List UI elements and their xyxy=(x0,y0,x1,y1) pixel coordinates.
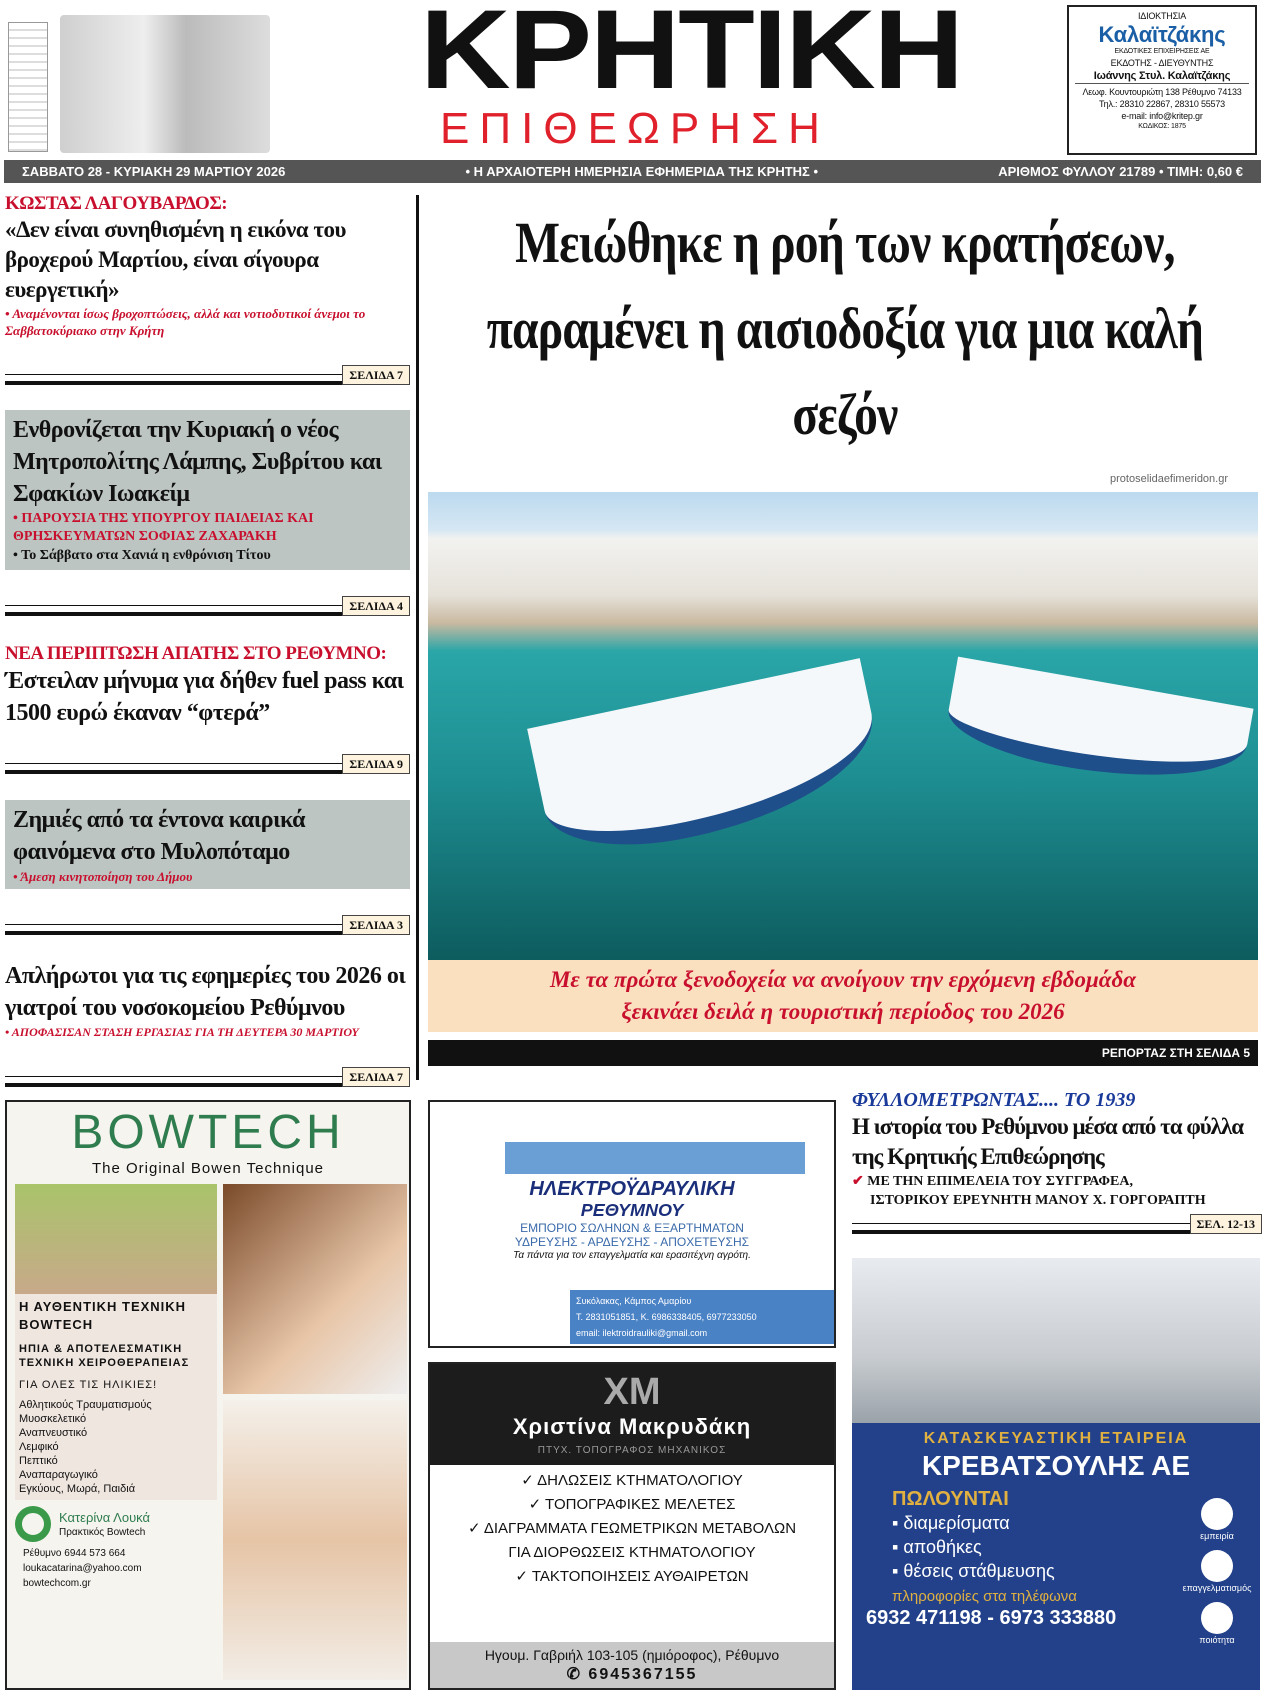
building-render xyxy=(852,1258,1260,1423)
motto: • Η ΑΡΧΑΙΟΤΕΡΗ ΗΜΕΡΗΣΙΑ ΕΦΗΜΕΡΙΔΑ ΤΗΣ ΚΡΗΤΗΣ • xyxy=(465,164,819,179)
story-title: Απλήρωτοι για τις εφημερίες του 2026 οι γιατροί του νοσοκομείου Ρεθύμνου xyxy=(5,963,406,1022)
separator xyxy=(5,365,410,385)
plumbing-line: ΕΜΠΟΡΙΟ ΣΩΛΗΝΩΝ & ΕΞΑΡΤΗΜΑΤΩΝ xyxy=(520,1221,744,1235)
story-sub: • ΑΠΟΦΑΣΙΣΑΝ ΣΤΑΣΗ ΕΡΓΑΣΙΑΣ ΓΙΑ ΤΗ ΔΕΥΤΕΡΑ 30 ΜΑΡΤΙΟΥ xyxy=(5,1025,359,1040)
separator xyxy=(852,1214,1262,1234)
award-icon xyxy=(1201,1498,1233,1530)
story-fraud[interactable] xyxy=(5,642,410,729)
story-kicker: ΦΥΛΛΟΜΕΤΡΩΝΤΑΣ.... ΤΟ 1939 xyxy=(852,1089,1136,1111)
list-item: αποθήκες xyxy=(903,1537,982,1557)
owner-box xyxy=(1067,5,1257,155)
caption-line: ξεκινάει δειλά η τουριστική περίοδος του 2026 xyxy=(621,999,1065,1024)
plumbing-slogan: Τα πάντα για τον επαγγελματία και ερασιτέχνη αγρότη. xyxy=(513,1250,751,1261)
plumbing-line: ΥΔΡΕΥΣΗΣ - ΑΡΔΕΥΣΗΣ - ΑΠΟΧΕΤΕΥΣΗΣ xyxy=(514,1235,750,1249)
contact-web: bowtechcom.gr xyxy=(23,1578,91,1589)
contact-email: loukacatarina@yahoo.com xyxy=(23,1563,142,1574)
story-title: Ζημιές από τα έντονα καιρικά φαινόμενα στο Μυλοπόταμο xyxy=(13,806,305,865)
badge-label: εμπειρία xyxy=(1200,1531,1234,1541)
story-sub: ΜΕ ΤΗΝ ΕΠΙΜΕΛΕΙΑ ΤΟΥ ΣΥΓΓΡΑΦΕΑ, xyxy=(867,1174,1133,1189)
surveyor-role: ΠΤΥΧ. ΤΟΠΟΓΡΑΦΟΣ ΜΗΧΑΝΙΚΟΣ xyxy=(537,1445,727,1456)
issue-date: ΣΑΒΒΑΤΟ 28 - ΚΥΡΙΑΚΗ 29 ΜΑΡΤΙΟΥ 2026 xyxy=(22,164,286,179)
boat-left xyxy=(527,658,889,866)
list-item: διαμερίσματα xyxy=(903,1513,1010,1533)
story-doctors[interactable] xyxy=(5,960,410,1041)
bowtech-tagline: The Original Bowen Technique xyxy=(91,1160,325,1177)
owner-address: Λεωφ. Κουντουριώτη 138 Ρέθυμνο 74133 xyxy=(1082,87,1242,97)
plumbing-email: email: ilektroidrauliki@gmail.com xyxy=(576,1328,708,1338)
history-column xyxy=(852,1088,1262,1234)
report-page-ref: ΡΕΠΟΡΤΑΖ ΣΤΗ ΣΕΛΙΔΑ 5 xyxy=(428,1040,1258,1066)
bowtech-swirl-icon xyxy=(15,1506,51,1542)
photo-caption xyxy=(428,960,1258,1032)
left-column xyxy=(5,192,410,1087)
masthead-subtitle: ΕΠΙΘΕΩΡΗΣΗ xyxy=(440,104,830,153)
date-bar xyxy=(4,160,1261,183)
list-item: ΓΙΑ ΔΙΟΡΘΩΣΕΙΣ ΚΤΗΜΑΤΟΛΟΓΙΟΥ xyxy=(508,1544,756,1561)
story-sub: ΙΣΤΟΡΙΚΟΥ ΕΡΕΥΝΗΤΗ ΜΑΝΟΥ Χ. ΓΟΡΓΟΡΑΠΤΗ xyxy=(870,1193,1206,1208)
pipe-graphic xyxy=(505,1142,805,1174)
list-item: Αθλητικούς Τραυματισμούς xyxy=(19,1399,152,1411)
page-ref: ΣΕΛΙΔΑ 7 xyxy=(342,365,410,385)
story-history[interactable] xyxy=(852,1088,1262,1210)
company-name: ΚΡΕΒΑΤΣΟΥΛΗΣ ΑΕ xyxy=(921,1450,1191,1481)
story-title: Έστειλαν μήνυμα για δήθεν fuel pass και 1500 ευρώ έκαναν “φτερά” xyxy=(5,667,404,726)
owner-brand-sub: ΕΚΔΟΤΙΚΕΣ ΕΠΙΧΕΙΡΗΣΕΙΣ ΑΕ xyxy=(1114,48,1210,55)
story-title: Η ιστορία του Ρεθύμνου μέσα από τα φύλλα της Κρητικής Επιθεώρησης xyxy=(852,1114,1244,1169)
owner-email: e-mail: info@kritep.gr xyxy=(1121,111,1203,121)
plumbing-address: Συκόλακας, Κάμπος Αμαρίου xyxy=(576,1296,692,1306)
story-title: «Δεν είναι συνηθισμένη η εικόνα του βροχερού Μαρτίου, είναι σίγουρα ευεργετική» xyxy=(5,217,346,302)
story-sub: • ΠΑΡΟΥΣΙΑ ΤΗΣ ΥΠΟΥΡΓΟΥ ΠΑΙΔΕΙΑΣ ΚΑΙ ΘΡΗΣΚΕΥΜΑΤΩΝ ΣΟΦΙΑΣ ΖΑΧΑΡΑΚΗ xyxy=(13,511,314,545)
surveyor-phone: ✆ 6945367155 xyxy=(566,1666,698,1683)
watermark: protoselidaefimeridon.gr xyxy=(1110,473,1229,485)
separator xyxy=(5,596,410,616)
story-title: Ενθρονίζεται την Κυριακή ο νέος Μητροπολίτης Λάμπης, Συβρίτου και Σφακίων Ιωακείμ xyxy=(13,417,382,508)
page-ref: ΣΕΛΙΔΑ 9 xyxy=(342,754,410,774)
company-label: ΚΑΤΑΣΚΕΥΑΣΤΙΚΗ ΕΤΑΙΡΕΙΑ xyxy=(923,1430,1189,1447)
company-phones: 6932 471198 - 6973 333880 xyxy=(866,1607,1117,1629)
contact-phone: Ρέθυμνο 6944 573 664 xyxy=(23,1548,126,1559)
main-photo xyxy=(428,492,1258,960)
badge-label: επαγγελματισμός xyxy=(1182,1583,1252,1593)
owner-role: ΕΚΔΟΤΗΣ - ΔΙΕΥΘΥΝΤΗΣ xyxy=(1110,58,1214,68)
surveyor-address: Ηγουμ. Γαβριήλ 103-105 (ημιόροφος), Ρέθυμνο xyxy=(484,1647,780,1663)
page-ref: ΣΕΛΙΔΑ 7 xyxy=(342,1067,410,1087)
surveyor-name: Χριστίνα Μακρυδάκη xyxy=(512,1414,752,1439)
practitioner-name: Κατερίνα Λουκά xyxy=(59,1509,151,1525)
story-sub: • Άμεση κινητοποίηση του Δήμου xyxy=(13,868,193,884)
ad-construction[interactable]: ΚΑΤΑΣΚΕΥΑΣΤΙΚΗ ΕΤΑΙΡΕΙΑ ΚΡΕΒΑΤΣΟΥΛΗΣ ΑΕ ΠΩΛΟΥΝΤΑΙ ▪ διαμερίσματα ▪ αποθήκες ▪ θέσεις στάθμευσης πληροφορίες στα τηλέφωνα 6932 471198 - 6973 333880 εμπειρία επαγγελματισμός ποιότητα xyxy=(852,1258,1260,1690)
list-item: θέσεις στάθμευσης xyxy=(903,1561,1055,1581)
list-item: Πεπτικό xyxy=(19,1455,58,1467)
photo-legs xyxy=(223,1400,407,1680)
separator xyxy=(5,1067,410,1087)
for-sale-label: ΠΩΛΟΥΝΤΑΙ xyxy=(892,1488,1009,1510)
check-icon: ✔ xyxy=(852,1174,864,1189)
plumbing-phone: Τ. 2831051851, Κ. 6986338405, 6977233050 xyxy=(576,1312,757,1322)
photo-head xyxy=(15,1184,217,1294)
ad-bowtech[interactable] xyxy=(5,1100,411,1690)
list-item: Αναπνευστικό xyxy=(19,1427,88,1439)
story-metropolitan[interactable] xyxy=(5,410,410,570)
bowtech-list xyxy=(19,1398,213,1496)
column-divider xyxy=(416,195,419,1080)
masthead-title: ΚΡΗΤΙΚΗ xyxy=(420,0,962,112)
bowtech-logo: BOWTECH xyxy=(71,1106,345,1159)
photo-massage xyxy=(223,1184,407,1394)
info-label: πληροφορίες στα τηλέφωνα xyxy=(892,1588,1077,1605)
list-item: Λεμφικό xyxy=(19,1441,59,1453)
owner-label: ΙΔΙΟΚΤΗΣΙΑ xyxy=(1137,11,1187,21)
page-ref: ΣΕΛΙΔΑ 4 xyxy=(342,596,410,616)
list-item: Αναπαραγωγικό xyxy=(19,1469,98,1481)
owner-code: ΚΩΔΙΚΟΣ: 1875 xyxy=(1138,123,1186,130)
story-kicker: ΚΩΣΤΑΣ ΛΑΓΟΥΒΑΡΔΟΣ: xyxy=(5,193,228,214)
plumbing-title2: ΡΕΘΥΜΝΟΥ xyxy=(580,1200,684,1220)
boat-right xyxy=(942,657,1253,798)
ad-plumbing[interactable] xyxy=(428,1100,836,1348)
bowtech-subheading: ΗΠΙΑ & ΑΠΟΤΕΛΕΣΜΑΤΙΚΗ ΤΕΧΝΙΚΗ ΧΕΙΡΟΘΕΡΑΠΕΙΑΣ xyxy=(19,1343,190,1369)
elta-logos xyxy=(8,22,48,152)
page-ref: ΣΕΛΙΔΑ 3 xyxy=(342,915,410,935)
page-ref: ΣΕΛ. 12-13 xyxy=(1190,1214,1262,1234)
handshake-icon xyxy=(1201,1550,1233,1582)
building-icon xyxy=(1201,1602,1233,1634)
separator xyxy=(5,754,410,774)
list-item: ✓ ΔΙΑΓΡΑΜΜΑΤΑ ΓΕΩΜΕΤΡΙΚΩΝ ΜΕΤΑΒΟΛΩΝ xyxy=(467,1520,797,1537)
plumbing-title: ΗΛΕΚΤΡΟΫΔΡΑΥΛΙΚΗ xyxy=(529,1178,735,1200)
ad-surveyor[interactable] xyxy=(428,1362,836,1690)
surveyor-logo: ΧΜ xyxy=(603,1371,661,1413)
story-weather-damage[interactable] xyxy=(5,800,410,889)
separator xyxy=(5,915,410,935)
list-item: ✓ ΔΗΛΩΣΕΙΣ ΚΤΗΜΑΤΟΛΟΓΙΟΥ xyxy=(521,1472,743,1489)
caption-line: Με τα πρώτα ξενοδοχεία να ανοίγουν την ερχόμενη εβδομάδα xyxy=(549,967,1137,992)
bowtech-ages: ΓΙΑ ΟΛΕΣ ΤΙΣ ΗΛΙΚΙΕΣ! xyxy=(19,1379,158,1391)
list-item: Εγκύους, Μωρά, Παιδιά xyxy=(19,1483,136,1495)
badge-label: ποιότητα xyxy=(1199,1635,1235,1645)
bowtech-heading: Η ΑΥΘΕΝΤΙΚΗ ΤΕΧΝΙΚΗ BOWTECH xyxy=(19,1299,187,1332)
owner-name: Ιωάννης Στυλ. Καλαϊτζάκης xyxy=(1075,69,1249,84)
masthead-illustration xyxy=(60,15,270,153)
story-kicker: ΝΕΑ ΠΕΡΙΠΤΩΣΗ ΑΠΑΤΗΣ ΣΤΟ ΡΕΘΥΜΝΟ: xyxy=(5,642,387,664)
story-lagouvardos[interactable] xyxy=(5,192,410,339)
story-sub: • Αναμένονται ίσως βροχοπτώσεις, αλλά και νοτιοδυτικοί άνεμοι το Σαββατοκύριακο στην Κρήτη xyxy=(5,306,366,338)
practitioner-role: Πρακτικός Bowtech xyxy=(59,1526,146,1538)
story-sub: • Το Σάββατο στα Χανιά η ενθρόνιση Τίτου xyxy=(13,548,271,564)
list-item: ✓ ΤΑΚΤΟΠΟΙΗΣΕΙΣ ΑΥΘΑΙΡΕΤΩΝ xyxy=(515,1568,749,1585)
main-headline[interactable]: Μειώθηκε η ροή των κρατήσεων, παραμένει η αισιοδοξία για μια καλή σεζόν xyxy=(486,210,1204,447)
list-item: ✓ ΤΟΠΟΓΡΑΦΙΚΕΣ ΜΕΛΕΤΕΣ xyxy=(528,1496,736,1513)
issue-number-price: ΑΡΙΘΜΟΣ ΦΥΛΛΟΥ 21789 • ΤΙΜΗ: 0,60 € xyxy=(998,164,1243,179)
list-item: Μυοσκελετικό xyxy=(19,1413,87,1425)
owner-brand: Καλαϊτζάκης xyxy=(1098,22,1226,47)
owner-phone: Τηλ.: 28310 22867, 28310 55573 xyxy=(1099,99,1225,109)
